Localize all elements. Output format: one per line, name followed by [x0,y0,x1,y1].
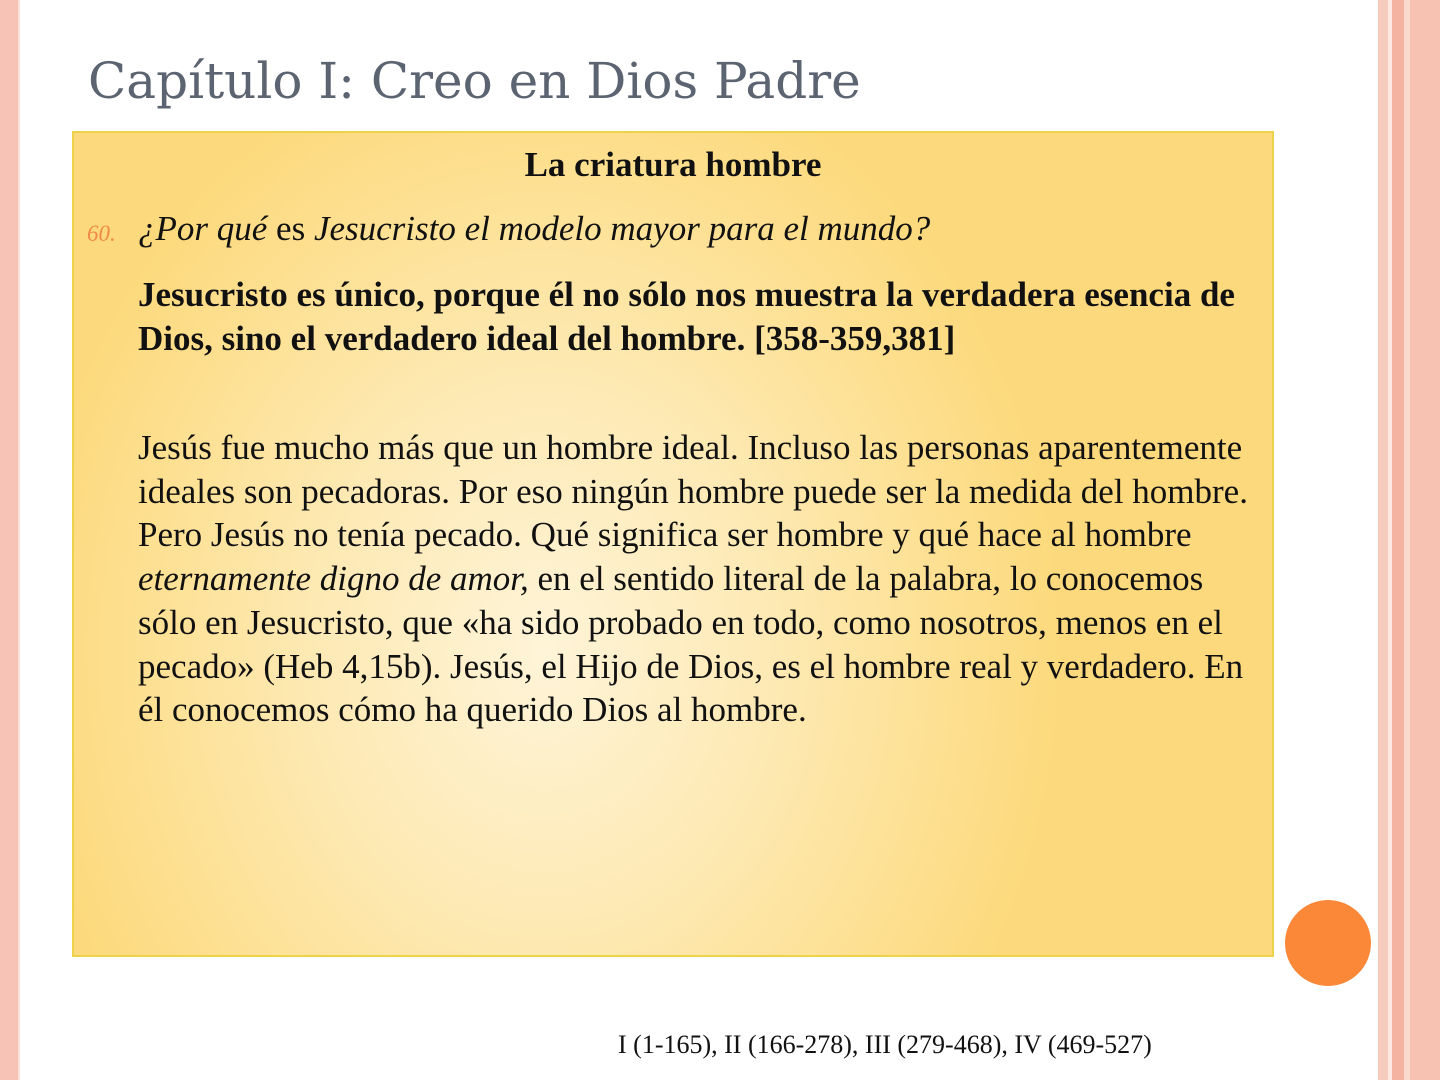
question-number: 60. [87,221,116,246]
left-decorative-stripe [0,0,18,1080]
question-part: Jesucristo el modelo mayor para el mundo? [313,209,931,248]
section-title: La criatura hombre [524,145,822,184]
explanation-text [138,426,1258,732]
footer-reference: I (1-165), II (166-278), III (279-468), IV (469-527) [618,1030,1152,1059]
question-part: es [267,209,314,248]
question-part: ¿Por qué [138,209,268,248]
question-text [138,209,1258,249]
right-stripe [1410,0,1440,1080]
content-box [72,131,1274,957]
right-stripe [1378,0,1388,1080]
explanation-part: Jesús fue mucho más que un hombre ideal. Incluso las personas aparentemente ideales son pecadoras. Por eso ningún hombre puede ser la medida del hombre. Pero Jesús no tenía pecado. Qué significa ser hombre y qué hace al hombre [138,428,1248,555]
right-stripe [1392,0,1404,1080]
left-decorative-stripe-inner [18,0,20,1080]
answer-text: Jesucristo es único, porque él no sólo nos muestra la verdadera esencia de Dios, sino el verdadero ideal del hombre. [358-359,381] [138,275,1235,358]
slide-title: Capítulo I: Creo en Dios Padre [88,52,861,110]
explanation-part: en el sentido literal de la palabra, lo conocemos sólo en Jesucristo, que «ha sido probado en todo, como nosotros, menos en el pecado» (Heb 4,15b). Jesús, el Hijo de Dios, es el hombre real y verdadero. En él conocemos cómo ha querido Dios al hombre. [138,559,1244,730]
orange-circle-decoration [1285,900,1371,986]
right-decorative-stripes [1378,0,1440,1080]
explanation-italic: eternamente digno de amor, [138,559,529,599]
